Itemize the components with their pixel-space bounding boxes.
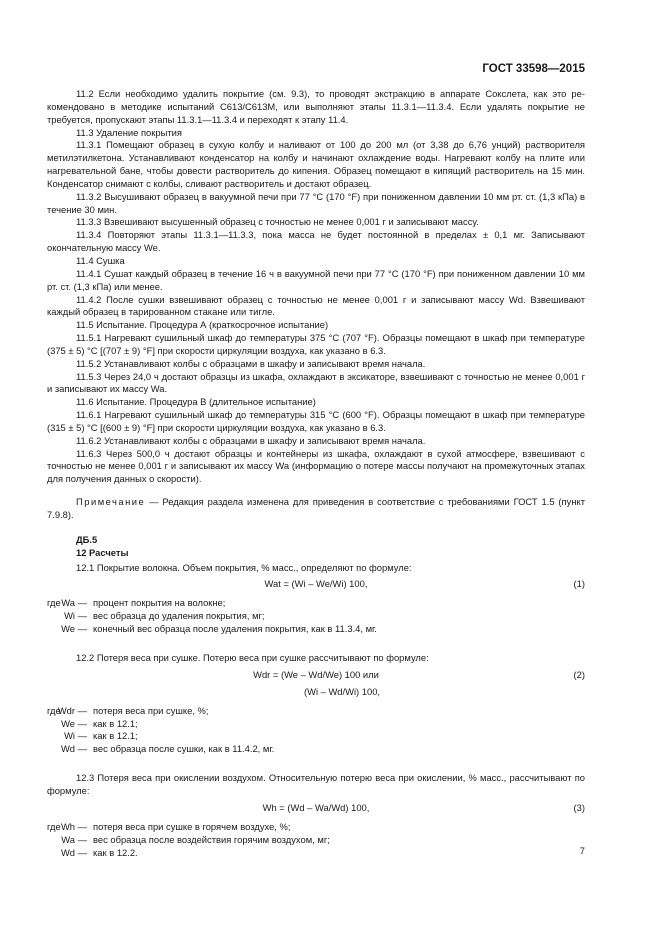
definition-symbol: Wd — [60,846,87,858]
definition-row [47,821,585,834]
definition-symbol: Wi — [64,610,87,622]
paragraph-12-3: 12.3 Потеря веса при окислении воздухом. Относительную потерю веса при окислении, % масс., рассчитывают по формуле: [47,772,585,796]
formula-2-alt-text: (Wi – Wd/Wi) 100, [303,685,381,697]
definition-text: потеря веса при сушке в горячем воздухе, %; [93,820,291,832]
formula-1-text: Wat = (Wi – We/Wi) 100, [264,578,368,590]
formula-1 [47,578,585,591]
definition-symbol: Wd — [60,743,87,755]
note [47,496,585,522]
formula-3-number: (3) [573,801,585,813]
definition-row [47,705,585,718]
definition-text: процент покрытия на волокне; [93,597,226,609]
definition-text: вес образца после сушки, как в 11.4.2, мг. [93,743,275,755]
definition-text: конечный вес образца после удаления покрытия, как в 11.3.4, мг. [93,623,377,635]
definition-symbol: Wa — [61,597,87,609]
definition-row [47,847,585,860]
definition-text: как в 12.2. [93,846,138,858]
paragraph-11-3-3: 11.3.3 Взвешивают высушенный образец с точностью не менее 0,001 г и записывают массу. [76,216,479,228]
definition-row [47,743,585,756]
definition-symbol: Wi — [64,730,87,742]
db5-label: ДБ.5 [76,533,98,545]
definition-row [47,718,585,731]
definition-text: потеря веса при сушке, %; [93,704,209,716]
heading-11-5: 11.5 Испытание. Процедура А (краткосрочное испытание) [76,319,329,331]
note-text: — Редакция раздела изменена для приведения в соответствие с требованиями ГОСТ 1.5 (пункт 7.9.8). [47,496,585,520]
heading-11-6: 11.6 Испытание. Процедура B (длительное испытание) [76,396,316,408]
paragraph-11-5-2: 11.5.2 Устанавливают колбы с образцами в шкафу и записывают время начала. [76,357,426,369]
formula-2-line-2 [47,686,585,699]
definition-row [47,834,585,847]
definition-symbol: We — [61,623,87,635]
page-number: 7 [579,845,585,856]
definition-row [47,623,585,636]
definition-text: вес образца после воздействия горячим воздухом, мг; [93,833,330,845]
formula-2-text: Wdr = (We – Wd/We) 100 или [253,668,379,680]
page-body [47,88,585,863]
definitions-12-2 [47,705,585,756]
where-label: где [47,704,61,716]
definition-symbol: Wa — [61,833,87,845]
definition-symbol: Wh — [60,820,87,832]
where-label: где [47,820,61,832]
heading-11-4: 11.4 Сушка [76,254,125,266]
paragraph-11-3-2: 11.3.2 Высушивают образец в вакуумной печи при 77 °C (170 °F) при пониженном давлении 10 мм рт. ст. (1,3 кПа) в течение 30 мин. [47,190,585,215]
formula-3 [47,802,585,815]
document-header: ГОСТ 33598—2015 [482,63,585,75]
paragraph-11-4-1: 11.4.1 Сушат каждый образец в течение 16 ч в вакуумной печи при 77 °C (170 °F) при пониженном давлении 10 мм рт. ст. (1,3 кПа) или менее. [47,267,585,292]
formula-2 [47,669,585,682]
paragraph-11-4-2: 11.4.2 После сушки взвешивают образец с точностью не менее 0,001 г и записывают массу Wd. Взвешивают каждый образец в тарированном стакане или тигле. [47,293,585,318]
definition-row [47,597,585,610]
definition-row [47,730,585,743]
paragraph-11-6-3: 11.6.3 Через 500,0 ч достают образцы и контейнеры из шкафа, охлаждают в сухой атмосфере, взвешивают с точностью не менее 0,001 г и записывают их массу Wa (информацию о потере массы получают на промежуточных этапах для получения данных о скорости). [47,447,585,485]
heading-11-3: 11.3 Удаление покрытия [76,126,182,138]
paragraph-11-2: 11.2 Если необходимо удалить покрытие (см. 9.3), то проводят экстракцию в аппарате Сокслета, как это рекомендовано в методике испытаний C613/C613M, или выполняют этапы 11.3.1—11.3.4. Если удалять покрытие не требуется, пропускают этапы 11.3.1—11.3.4 и переходят к этапу 11.4. [47,88,585,125]
paragraph-11-5-3: 11.5.3 Через 24,0 ч достают образцы из шкафа, охлаждают в эксикаторе, взвешивают с точностью не менее 0,001 г и записывают их массу Wa. [47,370,585,395]
definitions-12-1 [47,597,585,636]
definition-symbol: Wdr — [57,704,87,716]
definition-row [47,610,585,623]
formula-2-number: (2) [573,668,585,680]
paragraph-11-3-1: 11.3.1 Помещают образец в сухую колбу и наливают от 100 до 200 мл (от 3,38 до 6,76 унций) растворителя метилэтилкетона. Устанавливают конденсатор на колбу и начинают охлаждение воды. Нагревают колбу на плите или нагревательной бане, чтобы довести растворитель до кипения. Образец помещают в кипящий растворитель на 15 мин. Конденсатор снимают с колбы, сливают растворитель и достают образец. [47,139,585,189]
formula-3-text: Wh = (Wd – Wa/Wd) 100, [262,801,370,813]
paragraph-11-3-4: 11.3.4 Повторяют этапы 11.3.1—11.3.3, пока масса не будет постоянной в пределах ± 0,1 мг. Записывают окончательную массу We. [47,229,585,254]
definitions-12-3 [47,821,585,860]
paragraph-11-5-1: 11.5.1 Нагревают сушильный шкаф до температуры 375 °C (707 °F). Образцы помещают в шкаф при температуре (375 ± 5) °C [(707 ± 9) °F] при скорости циркуляции воздуха, как указано в 6.3. [47,332,585,356]
paragraph-12-2: 12.2 Потеря веса при сушке. Потерю веса при сушке рассчитывают по формуле: [76,651,429,663]
where-label: где [47,597,61,609]
paragraph-11-6-2: 11.6.2 Устанавливают колбы с образцами в шкафу и записывают время начала. [76,434,426,446]
definition-text: вес образца до удаления покрытия, мг; [93,610,265,622]
paragraph-11-6-1: 11.6.1 Нагревают сушильный шкаф до температуры 315 °C (600 °F). Образцы помещают в шкаф при температуре (315 ± 5) °C [(600 ± 9) °F] при скорости циркуляции воздуха, как указано в 6.3. [47,409,585,433]
definition-symbol: We — [61,717,87,729]
formula-1-number: (1) [573,578,585,590]
definition-text: как в 12.1; [93,717,138,729]
section-12-title: 12 Расчеты [76,546,129,558]
definition-text: как в 12.1; [93,730,138,742]
paragraph-12-1: 12.1 Покрытие волокна. Объем покрытия, % масс., определяют по формуле: [76,561,412,573]
note-label: Примечание [76,496,146,508]
